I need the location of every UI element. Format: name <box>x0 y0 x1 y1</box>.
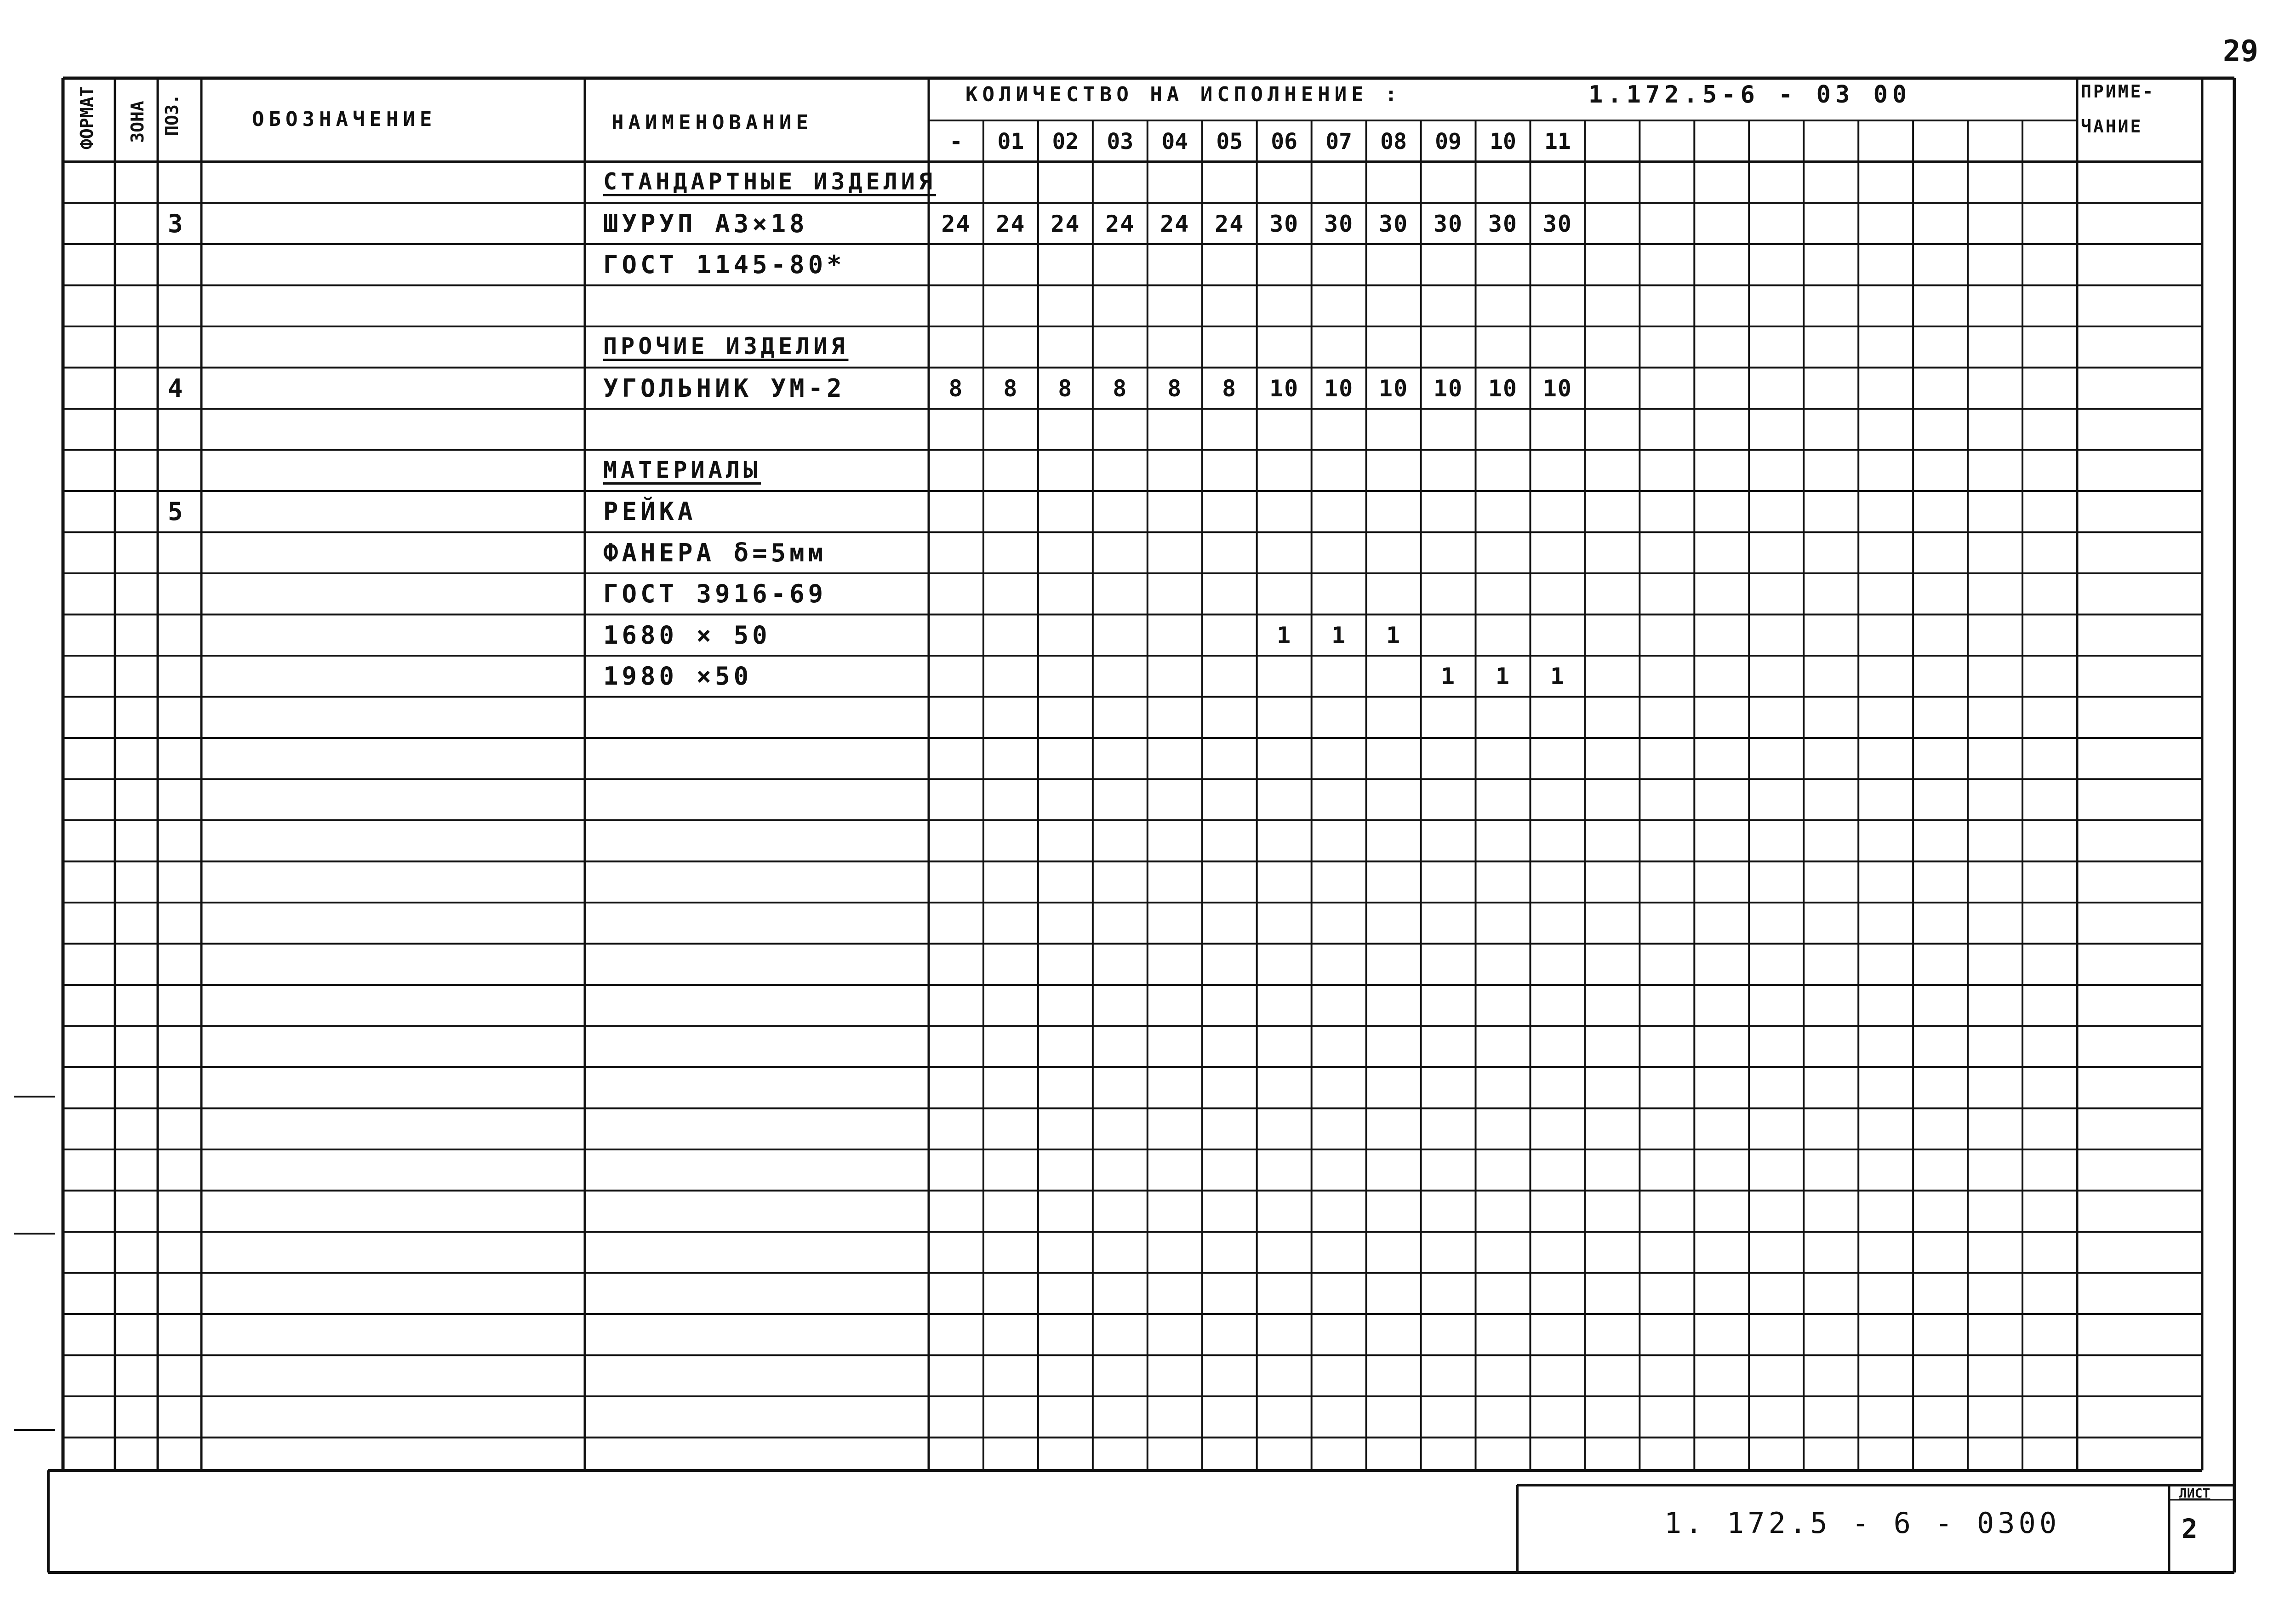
quantity-cell: 24 <box>1105 210 1135 237</box>
quantity-cell: 8 <box>1222 375 1237 402</box>
quantity-cell: 8 <box>1167 375 1182 402</box>
variant-label: 03 <box>1107 129 1134 154</box>
header-designation: ОБОЗНАЧЕНИЕ <box>252 108 437 131</box>
header-quantity-code: 1.172.5-6 - 03 00 <box>1588 81 1912 109</box>
quantity-cell: 1 <box>1495 663 1511 690</box>
variant-label: 06 <box>1271 129 1298 154</box>
variant-label: 11 <box>1544 129 1571 154</box>
row-position: 3 <box>168 209 187 238</box>
variant-label: 05 <box>1216 129 1243 154</box>
quantity-cell: 24 <box>1051 210 1080 237</box>
quantity-cell: 10 <box>1378 375 1409 402</box>
section-heading: МАТЕРИАЛЫ <box>603 456 761 483</box>
quantity-cell: 10 <box>1433 375 1463 402</box>
variant-label: 09 <box>1435 129 1462 154</box>
page-number: 29 <box>2223 34 2259 69</box>
quantity-cell: 24 <box>996 210 1026 237</box>
variant-label: 02 <box>1052 129 1079 154</box>
variant-label: 10 <box>1490 129 1516 154</box>
variant-label: 01 <box>997 129 1024 154</box>
quantity-cell: 1 <box>1440 663 1456 690</box>
row-name: ФАНЕРА δ=5мм <box>603 538 827 567</box>
quantity-cell: 10 <box>1542 375 1573 402</box>
quantity-cell: 1 <box>1550 663 1565 690</box>
quantity-cell: 30 <box>1269 210 1299 237</box>
quantity-cell: 30 <box>1378 210 1409 237</box>
header-format: ФОРМАТ <box>77 86 97 149</box>
header-pos: ПОЗ. <box>162 94 182 136</box>
row-position: 5 <box>168 497 187 526</box>
quantity-cell: 24 <box>1215 210 1245 237</box>
variant-label: 04 <box>1161 129 1188 154</box>
quantity-cell: 10 <box>1324 375 1354 402</box>
section-heading: ПРОЧИЕ ИЗДЕЛИЯ <box>603 333 849 360</box>
document-code: 1. 172.5 - 6 - 0300 <box>1664 1506 2061 1540</box>
quantity-cell: 8 <box>948 375 964 402</box>
quantity-cell: 24 <box>1160 210 1190 237</box>
variant-label: - <box>949 129 963 154</box>
row-name: РЕЙКА <box>603 497 697 526</box>
header-name: НАИМЕНОВАНИЕ <box>611 111 813 134</box>
quantity-cell: 30 <box>1324 210 1354 237</box>
row-name: ШУРУП А3×18 <box>603 209 808 238</box>
quantity-cell: 30 <box>1542 210 1573 237</box>
row-name: ГОСТ 3916-69 <box>603 579 827 608</box>
quantity-cell: 1 <box>1331 622 1347 649</box>
quantity-cell: 30 <box>1433 210 1463 237</box>
quantity-cell: 1 <box>1277 622 1292 649</box>
quantity-cell: 8 <box>1003 375 1018 402</box>
header-quantity: КОЛИЧЕСТВО НА ИСПОЛНЕНИЕ : <box>965 83 1402 106</box>
section-heading: СТАНДАРТНЫЕ ИЗДЕЛИЯ <box>603 168 936 195</box>
row-name: УГОЛЬНИК УМ-2 <box>603 373 845 403</box>
row-name: 1980 ×50 <box>603 662 753 691</box>
sheet-number: 2 <box>2182 1513 2198 1544</box>
quantity-cell: 8 <box>1113 375 1128 402</box>
variant-label: 08 <box>1380 129 1407 154</box>
variant-label: 07 <box>1325 129 1353 154</box>
quantity-cell: 10 <box>1269 375 1299 402</box>
sheet-label: ЛИСТ <box>2179 1486 2210 1501</box>
quantity-cell: 8 <box>1058 375 1073 402</box>
header-zone: ЗОНА <box>127 101 148 143</box>
row-name: ГОСТ 1145-80* <box>603 250 845 279</box>
quantity-cell: 24 <box>941 210 971 237</box>
header-note-line1: ПРИМЕ- <box>2081 81 2155 102</box>
row-name: 1680 × 50 <box>603 620 771 650</box>
quantity-cell: 10 <box>1488 375 1518 402</box>
header-note-line2: ЧАНИЕ <box>2081 116 2143 137</box>
row-position: 4 <box>168 373 187 403</box>
quantity-cell: 1 <box>1386 622 1401 649</box>
quantity-cell: 30 <box>1488 210 1518 237</box>
